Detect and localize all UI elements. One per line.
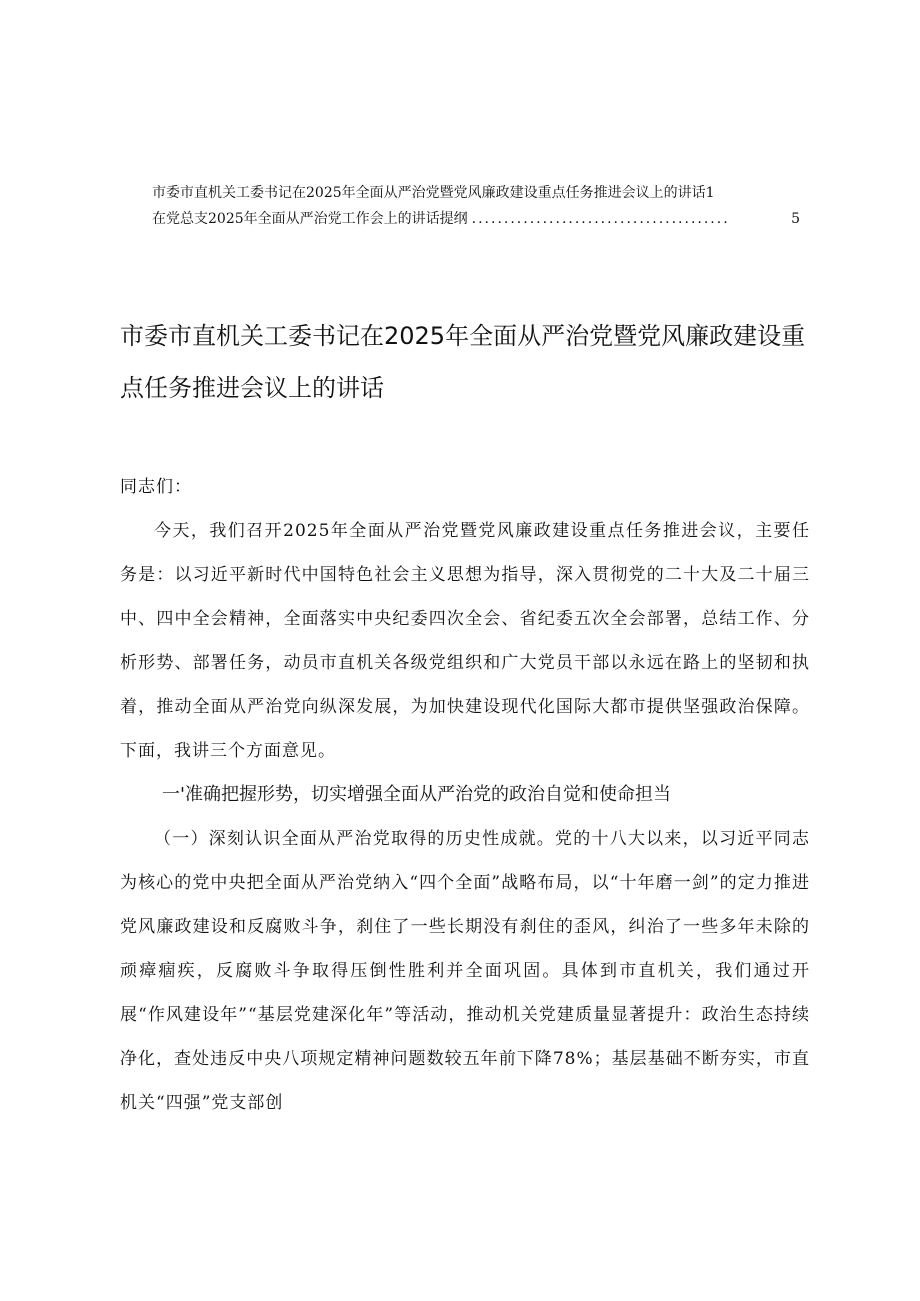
salutation: 同志们： [120, 477, 192, 497]
toc-entry-title: 市委市直机关工委书记在2025年全面从严治党暨党风廉政建设重点任务推进会议上的讲话 [152, 185, 706, 201]
toc-entry[interactable] [152, 206, 800, 232]
toc-entry-page: 5 [791, 211, 800, 227]
toc-entry-page: 1 [705, 185, 715, 201]
toc-entry-title: 在党总支2025年全面从严治党工作会上的讲话提纲 [152, 211, 468, 227]
table-of-contents [152, 180, 800, 232]
toc-entry[interactable] [152, 180, 800, 206]
document-body [120, 465, 810, 1125]
paragraph-achievements: （一）深刻认识全面从严治党取得的历史性成就。党的十八大以来，以习近平同志为核心的党中央把全面从严治党纳入“四个全面”战略布局，以“十年磨一剑”的定力推进党风廉政建设和反腐败斗争，刹住了一些长期没有刹住的歪风，纠治了一些多年未除的顽瘴痼疾，反腐败斗争取得压倒性胜利并全面巩固。具体到市直机关，我们通过开展“作风建设年”“基层党建深化年”等活动，推动机关党建质量显著提升：政治生态持续净化，查处违反中央八项规定精神问题数较五年前下降78%；基层基础不断夯实，市直机关“四强”党支部创 [120, 829, 810, 1113]
document-title: 市委市直机关工委书记在2025年全面从严治党暨党风廉政建设重点任务推进会议上的讲话 [120, 322, 806, 402]
paragraph-intro: 今天，我们召开2025年全面从严治党暨党风廉政建设重点任务推进会议，主要任务是：以习近平新时代中国特色社会主义思想为指导，深入贯彻党的二十大及二十届三中、四中全会精神，全面落实中央纪委四次全会、省纪委五次全会部署，总结工作、分析形势、部署任务，动员市直机关各级党组织和广大党员干部以永远在路上的坚韧和执着，推动全面从严治党向纵深发展，为加快建设现代化国际大都市提供坚强政治保障。下面，我讲三个方面意见。 [120, 521, 810, 761]
toc-leader-dots: ........................................ [471, 211, 730, 227]
section-heading-1: 一'准确把握形势，切实增强全面从严治党的政治自觉和使命担当 [162, 784, 671, 805]
